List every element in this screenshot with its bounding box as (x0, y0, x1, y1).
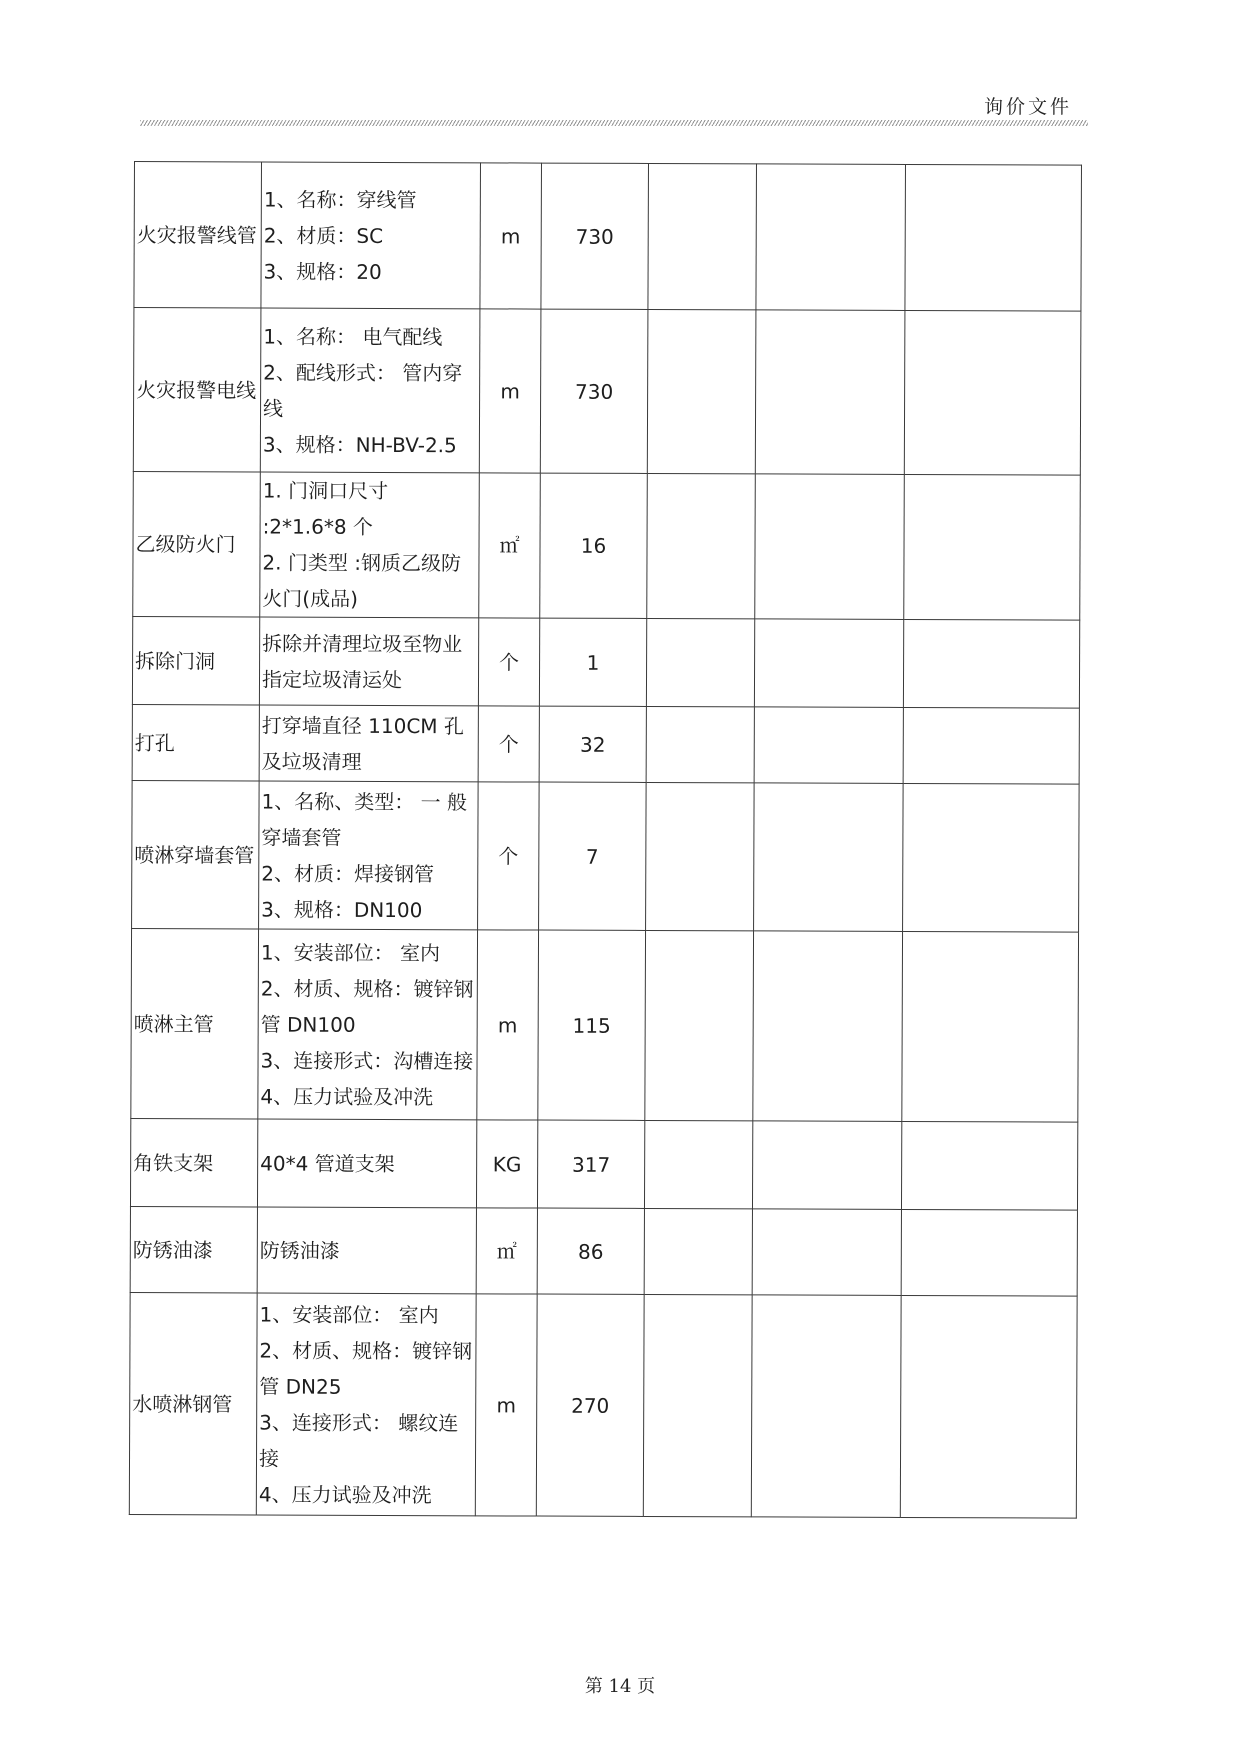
page-number: 第 14 页 (584, 1676, 656, 1697)
description-line: 拆除并清理垃圾至物业指定垃圾清运处 (261, 630, 463, 692)
description-line: 2、材质：SC (263, 222, 384, 248)
quantity-cell: 1 (539, 618, 646, 706)
description-line: 4、压力试验及冲洗 (260, 1083, 434, 1109)
unit-price-cell (644, 1120, 752, 1208)
unit-cell: ㎡ (479, 473, 541, 618)
quantity-cell: 730 (541, 163, 649, 309)
quote-table (129, 161, 1082, 1519)
description-line: 1、名称、类型： 一 般穿墙套管 (261, 788, 468, 850)
unit-cell: 个 (478, 618, 539, 706)
total-price-cell (755, 310, 905, 475)
description-line: 2、材质、规格：镀锌钢管 DN100 (260, 975, 474, 1037)
unit-price-cell (648, 163, 757, 309)
description-line: 1、名称： 电气配线 (263, 323, 443, 349)
item-description-cell (261, 162, 481, 309)
item-description-cell (259, 617, 478, 706)
item-name-cell: 火灾报警电线 (133, 308, 261, 472)
header-rule (140, 120, 1088, 126)
unit-cell: m (477, 930, 539, 1120)
item-name-cell: 打孔 (132, 704, 259, 780)
table-row (132, 780, 1080, 932)
quantity-cell: 32 (539, 706, 646, 782)
total-price-cell (756, 164, 906, 311)
total-price-cell (754, 707, 903, 784)
description-line: 3、规格：20 (263, 258, 382, 284)
description-line: 40*4 管道支架 (260, 1150, 395, 1176)
item-name-cell: 拆除门洞 (132, 616, 259, 704)
description-line: 2、配线形式： 管内穿线 (263, 359, 463, 421)
table-row (130, 1118, 1077, 1210)
remarks-cell (901, 1121, 1077, 1210)
quantity-cell: 270 (536, 1294, 644, 1516)
item-description-cell (258, 929, 478, 1120)
item-description-cell (257, 1119, 476, 1208)
item-name-cell: 喷淋主管 (131, 928, 259, 1118)
item-name-cell: 角铁支架 (130, 1118, 257, 1206)
unit-price-cell (645, 930, 754, 1120)
table-row (133, 308, 1081, 476)
item-description-cell (259, 705, 478, 782)
description-line: 2、材质：焊接钢管 (261, 860, 435, 886)
remarks-cell (905, 164, 1082, 311)
quote-table-body (129, 162, 1081, 1519)
description-line: 1、名称：穿线管 (263, 186, 417, 212)
description-line: 2. 门类型 :钢质乙级防火门(成品) (262, 550, 462, 611)
description-line: 打穿墙直径 110CM 孔及垃圾清理 (261, 712, 464, 774)
unit-price-cell (643, 1294, 752, 1516)
unit-cell: KG (476, 1120, 537, 1208)
document-header-title: 询价文件 (983, 96, 1072, 118)
total-price-cell (753, 931, 903, 1122)
description-line: 1、安装部位： 室内 (260, 939, 441, 965)
quantity-cell: 7 (539, 782, 647, 930)
table-row (130, 1206, 1077, 1296)
remarks-cell (904, 474, 1081, 620)
unit-cell: m (480, 163, 542, 309)
unit-price-cell (646, 706, 754, 782)
unit-price-cell (644, 1208, 752, 1294)
description-line: 防锈油漆 (259, 1237, 340, 1263)
item-name-cell: 乙级防火门 (133, 471, 261, 616)
item-name-cell: 火灾报警线管 (134, 162, 262, 308)
table-row (132, 616, 1079, 708)
description-line: 4、压力试验及冲洗 (258, 1481, 432, 1507)
quantity-cell: 86 (537, 1208, 644, 1294)
unit-cell: m (479, 309, 541, 473)
quantity-cell: 115 (538, 930, 646, 1120)
total-price-cell (751, 1295, 901, 1518)
unit-price-cell (646, 782, 755, 930)
total-price-cell (754, 619, 903, 708)
item-name-cell: 防锈油漆 (130, 1206, 257, 1292)
description-line: 3、规格：DN100 (261, 896, 423, 922)
item-description-cell (260, 472, 480, 618)
unit-price-cell (646, 618, 754, 706)
description-line: 2、材质、规格：镀锌钢管 DN25 (259, 1337, 473, 1399)
description-line: 1. 门洞口尺寸 :2*1.6*8 个 (262, 478, 389, 539)
table-row (129, 1292, 1077, 1518)
item-name-cell: 水喷淋钢管 (129, 1292, 257, 1514)
total-price-cell (754, 783, 904, 932)
quantity-cell: 16 (540, 473, 648, 618)
table-row (133, 471, 1081, 620)
remarks-cell (903, 783, 1080, 932)
remarks-cell (902, 931, 1079, 1122)
unit-cell: ㎡ (476, 1208, 537, 1294)
description-line: 1、安装部位： 室内 (259, 1301, 439, 1327)
remarks-cell (903, 619, 1079, 708)
quantity-cell: 730 (540, 309, 648, 473)
remarks-cell (903, 707, 1079, 784)
description-line: 3、规格：NH-BV-2.5 (262, 431, 457, 457)
unit-cell: m (475, 1294, 537, 1516)
unit-cell: 个 (478, 706, 539, 782)
table-row (134, 162, 1082, 312)
table-row (131, 928, 1079, 1122)
unit-cell: 个 (478, 782, 540, 930)
item-description-cell (260, 308, 480, 473)
table-row (132, 704, 1079, 784)
total-price-cell (752, 1121, 901, 1210)
unit-price-cell (647, 473, 756, 618)
remarks-cell (904, 310, 1081, 475)
description-line: 3、连接形式：沟槽连接 (260, 1047, 474, 1073)
description-line: 3、连接形式： 螺纹连接 (258, 1409, 459, 1471)
remarks-cell (900, 1295, 1077, 1518)
quantity-cell: 317 (537, 1120, 644, 1208)
item-name-cell: 喷淋穿墙套管 (132, 780, 260, 928)
unit-price-cell (647, 309, 756, 473)
item-description-cell (259, 781, 479, 930)
item-description-cell (256, 1293, 476, 1516)
remarks-cell (901, 1209, 1077, 1296)
total-price-cell (752, 1209, 901, 1296)
item-description-cell (257, 1207, 476, 1294)
total-price-cell (755, 474, 905, 620)
